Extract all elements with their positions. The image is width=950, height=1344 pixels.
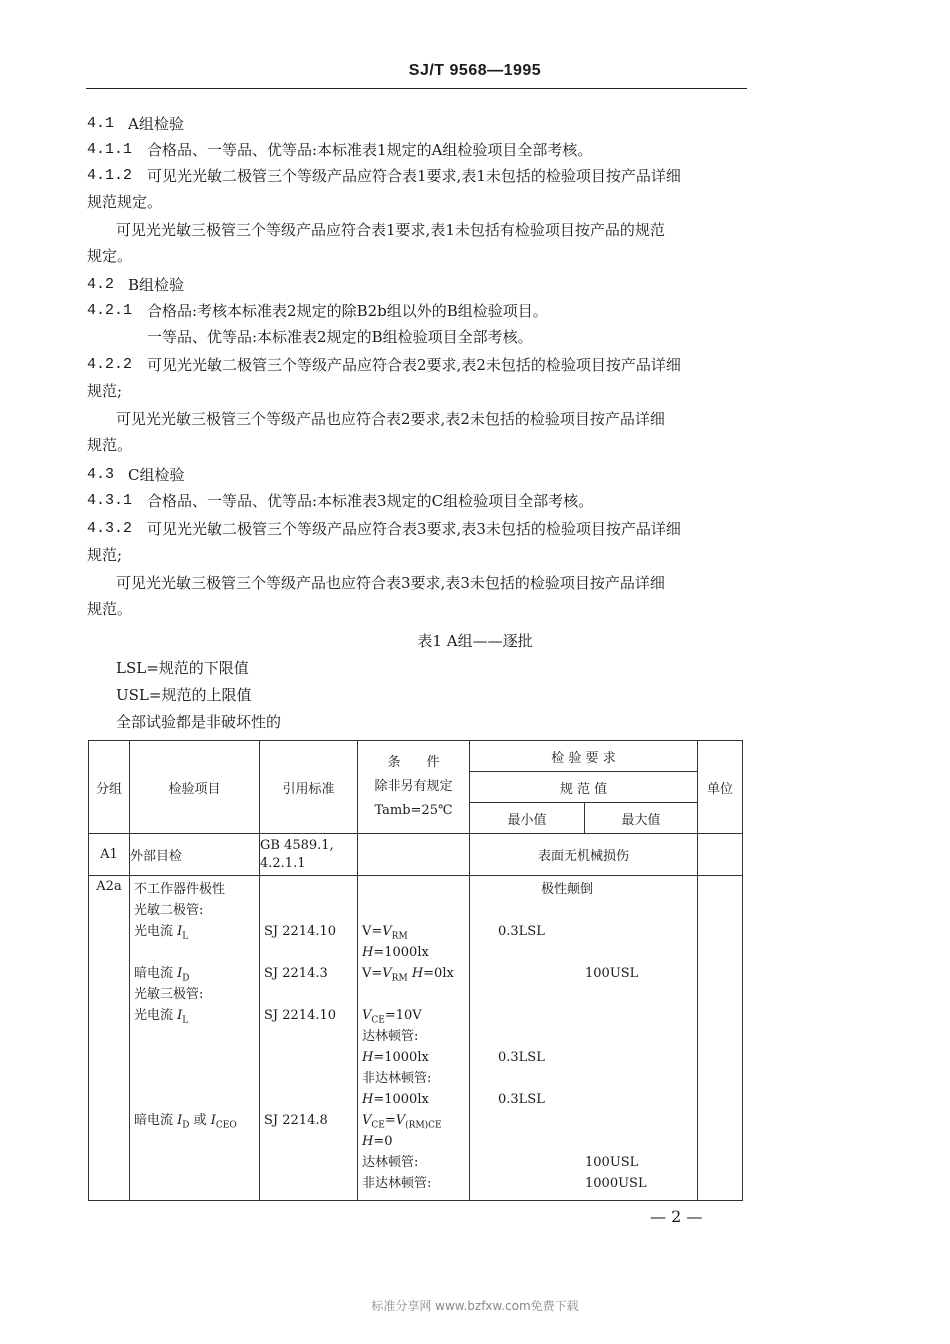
test-item-line: 光敏二极管:	[134, 903, 204, 918]
standard-ref-line	[260, 1068, 357, 1089]
requirement-line	[470, 1110, 697, 1131]
requirement-line	[470, 942, 697, 963]
inspection-table	[88, 740, 743, 1201]
requirement-line	[470, 1089, 697, 1110]
max-value: 100USL	[585, 1155, 639, 1170]
requirement-line	[470, 1173, 697, 1194]
conditions-default: 除非另有规定	[374, 779, 453, 794]
condition-line	[358, 984, 469, 1005]
condition-line	[358, 879, 469, 900]
test-item-line: 光敏三极管:	[134, 987, 204, 1002]
footer-watermark: 标准分享网 www.bzfxw.com免费下载	[371, 1299, 579, 1313]
col-header-max: 最大值	[585, 803, 698, 834]
test-item-line: 光电流 $I_L$	[134, 1008, 189, 1026]
table-note-nondestructive: 全部试验都是非破坏性的	[116, 713, 282, 731]
condition-line: H=0	[362, 1134, 393, 1149]
a2a-unit	[698, 876, 743, 1201]
min-value: 0.3LSL	[498, 1050, 545, 1065]
standard-ref-line	[260, 1131, 357, 1152]
standard-ref-line: SJ 2214.3	[264, 966, 328, 981]
a2a-conditions	[358, 876, 470, 1201]
test-item-line	[130, 1089, 259, 1110]
requirement-line	[470, 1047, 697, 1068]
condition-line: 非达林顿管:	[362, 1071, 432, 1086]
paragraph-line: 合格品、一等品、优等品:本标准表1规定的A组检验项目全部考核。	[147, 141, 593, 159]
col-header-conditions	[358, 741, 470, 834]
standard-ref-line	[260, 1089, 357, 1110]
condition-line: $V_{CE}=10V$	[362, 1008, 422, 1026]
requirement-line	[470, 963, 697, 984]
condition-line: H=1000lx	[362, 945, 429, 960]
min-value: 0.3LSL	[498, 1092, 545, 1107]
standard-ref-line	[260, 1026, 357, 1047]
paragraph-line: 可见光光敏二极管三个等级产品应符合表3要求,表3未包括的检验项目按产品详细	[147, 520, 681, 538]
header-rule	[86, 88, 747, 89]
section-number: 4.1.2	[87, 167, 133, 184]
requirement-line	[470, 900, 697, 921]
condition-line	[358, 900, 469, 921]
paragraph-line: 可见光光敏三极管三个等级产品也应符合表2要求,表2未包括的检验项目按产品详细	[116, 410, 665, 428]
col-header-group: 分组	[89, 741, 130, 834]
section-number: 4.1	[87, 115, 115, 132]
paragraph-line: 规范;	[87, 546, 123, 564]
standard-ref-line	[260, 900, 357, 921]
section-number: 4.3.1	[87, 492, 133, 509]
page-number: — 2 —	[650, 1207, 703, 1226]
a1-requirement: 表面无机械损伤	[470, 834, 698, 876]
test-item-line	[130, 942, 259, 963]
condition-line: H=1000lx	[362, 1092, 429, 1107]
col-header-item: 检验项目	[130, 741, 260, 834]
standard-ref-line	[260, 942, 357, 963]
a1-standard	[260, 834, 358, 876]
merged-requirement: 极性颠倒	[541, 882, 594, 897]
paragraph-line: 规范。	[87, 436, 133, 454]
min-value: 0.3LSL	[498, 924, 545, 939]
condition-line: H=1000lx	[362, 1050, 429, 1065]
test-item-line	[130, 1152, 259, 1173]
a2a-standards	[260, 876, 358, 1201]
a1-item: 外部目检	[130, 834, 260, 876]
condition-line: $V_{CE}=V_{(RM)CE}$	[362, 1113, 442, 1131]
table-note-usl: USL=规范的上限值	[116, 686, 252, 704]
col-header-standard: 引用标准	[260, 741, 358, 834]
standard-ref-line	[260, 879, 357, 900]
a1-group: A1	[89, 834, 130, 876]
paragraph-line: 规范规定。	[87, 193, 163, 211]
test-item-line: 暗电流 $I_D$ 或 $I_{CEO}$	[134, 1113, 237, 1131]
col-header-requirements: 检 验 要 求	[470, 741, 698, 772]
standard-ref-line: SJ 2214.8	[264, 1113, 328, 1128]
col-header-min: 最小值	[470, 803, 585, 834]
condition-line: 达林顿管:	[362, 1029, 419, 1044]
test-item-line	[130, 1026, 259, 1047]
paragraph-line: 规范;	[87, 382, 123, 400]
test-item-line	[130, 1173, 259, 1194]
test-item-line	[130, 1047, 259, 1068]
col-header-spec-values: 规 范 值	[470, 772, 698, 803]
section-number: 4.2.2	[87, 356, 133, 373]
section-number: 4.1.1	[87, 141, 133, 158]
paragraph-line: 可见光光敏三极管三个等级产品也应符合表3要求,表3未包括的检验项目按产品详细	[116, 574, 665, 592]
standard-ref-line	[260, 984, 357, 1005]
table-row-a2a	[89, 876, 743, 1201]
requirement-line	[470, 921, 697, 942]
conditions-title: 条 件	[387, 755, 440, 770]
requirement-line	[470, 1005, 697, 1026]
test-item-line: 不工作器件极性	[134, 882, 226, 897]
table-caption: 表1 A组——逐批	[417, 632, 533, 650]
paragraph-line: 合格品、一等品、优等品:本标准表3规定的C组检验项目全部考核。	[147, 492, 594, 510]
table-note-lsl: LSL=规范的下限值	[116, 659, 249, 677]
standard-ref-line: SJ 2214.10	[264, 924, 337, 939]
section-number: 4.3.2	[87, 520, 133, 537]
section-heading: B组检验	[128, 276, 185, 294]
a1-conditions	[358, 834, 470, 876]
a2a-items	[130, 876, 260, 1201]
table-row-a1	[89, 834, 743, 876]
requirement-line	[470, 1152, 697, 1173]
section-number: 4.2.1	[87, 302, 133, 319]
paragraph-line: 规范。	[87, 600, 133, 618]
requirement-line	[470, 1026, 697, 1047]
standard-ref-line	[260, 1173, 357, 1194]
section-number: 4.2	[87, 276, 115, 293]
paragraph-line: 可见光光敏二极管三个等级产品应符合表1要求,表1未包括的检验项目按产品详细	[147, 167, 681, 185]
test-item-line: 光电流 $I_L$	[134, 924, 189, 942]
section-heading: A组检验	[128, 115, 184, 133]
section-number: 4.3	[87, 466, 115, 483]
a1-standard-line-1: GB 4589.1,	[260, 837, 334, 853]
requirement-line	[470, 879, 697, 900]
test-item-line	[130, 1131, 259, 1152]
section-heading: C组检验	[128, 466, 185, 484]
condition-line: $V=V_{RM}$ H=0lx	[362, 966, 454, 984]
paragraph-line: 规定。	[87, 247, 133, 265]
a1-unit	[698, 834, 743, 876]
paragraph-line: 可见光光敏二极管三个等级产品应符合表2要求,表2未包括的检验项目按产品详细	[147, 356, 681, 374]
condition-line: 达林顿管:	[362, 1155, 419, 1170]
a2a-group: A2a	[89, 876, 130, 1201]
requirement-line	[470, 1068, 697, 1089]
col-header-unit: 单位	[698, 741, 743, 834]
condition-line: 非达林顿管:	[362, 1176, 432, 1191]
condition-line: $V=V_{RM}$	[362, 924, 408, 942]
requirement-line	[470, 984, 697, 1005]
a2a-requirements	[470, 876, 698, 1201]
max-value: 100USL	[585, 966, 639, 981]
paragraph-line: 可见光光敏三极管三个等级产品应符合表1要求,表1未包括有检验项目按产品的规范	[116, 221, 665, 239]
conditions-temperature: Tamb=25℃	[374, 803, 453, 818]
standard-ref-line	[260, 1047, 357, 1068]
max-value: 1000USL	[585, 1176, 647, 1191]
a1-standard-line-2: 4.2.1.1	[260, 855, 306, 871]
standard-ref-line: SJ 2214.10	[264, 1008, 337, 1023]
paragraph-line: 一等品、优等品:本标准表2规定的B组检验项目全部考核。	[147, 328, 533, 346]
document-code: SJ/T 9568—1995	[408, 62, 542, 79]
paragraph-line: 合格品:考核本标准表2规定的除B2b组以外的B组检验项目。	[147, 302, 548, 320]
requirement-line	[470, 1131, 697, 1152]
standard-ref-line	[260, 1152, 357, 1173]
test-item-line	[130, 1068, 259, 1089]
test-item-line: 暗电流 $I_D$	[134, 966, 190, 984]
